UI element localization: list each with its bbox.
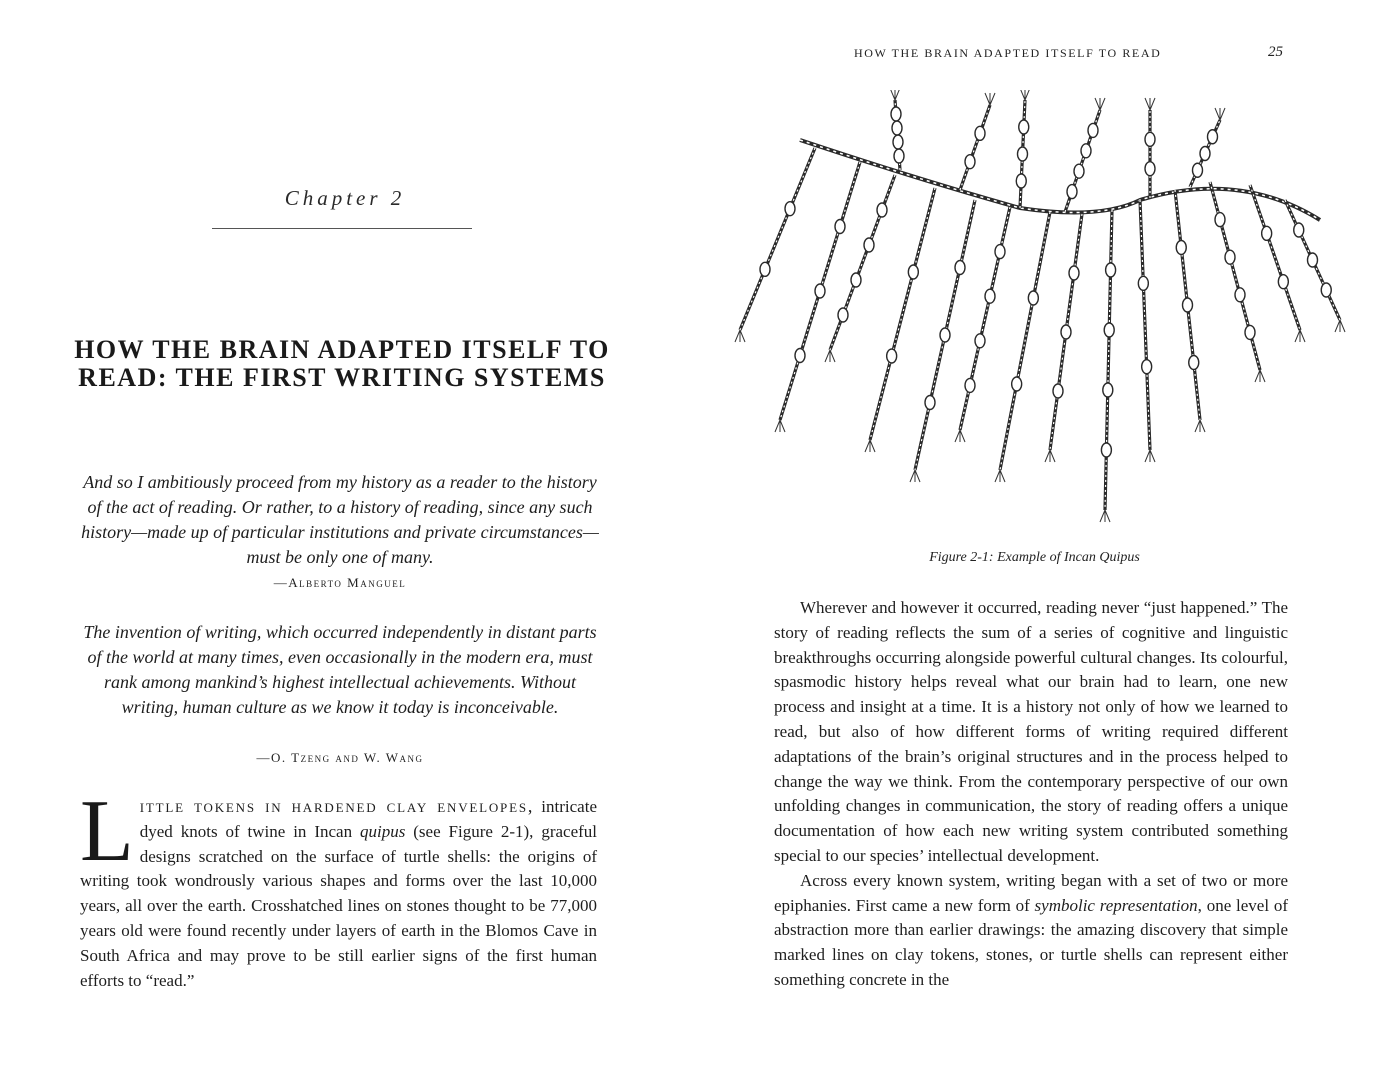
- opening-lead: ittle tokens in hardened clay envelopes,: [139, 796, 535, 816]
- knot: [785, 202, 795, 216]
- epigraph-attribution-manguel: [76, 575, 604, 591]
- epigraph-tzeng-wang: The invention of writing, which occurred independently in distant parts of the world at many times, even occasionally in the modern era, must rank among mankind’s highest intellectual achievements. Without writing, human culture as we know it today is inconceivable.: [83, 622, 597, 717]
- knot: [835, 220, 845, 234]
- paragraph-2: [774, 869, 1288, 993]
- knot: [1061, 325, 1071, 339]
- knot: [894, 149, 904, 163]
- epigraph-attribution-tzeng-wang: [76, 750, 604, 766]
- quipu-drawing: [720, 90, 1350, 540]
- paragraph-2-italic-term: symbolic representation: [1034, 895, 1198, 915]
- quipu-illustration: [720, 90, 1350, 540]
- paragraph-1: Wherever and however it occurred, reading never “just happened.” The story of reading reflects the sum of a series of cognitive and linguistic breakthroughs occurring alongside powerful cultural changes. Its colourful, spasmodic history helps reveal what our brain had to learn, one new process and insight at a time. It is a history not only of how we learned to read, but also of how different forms of writing required different adaptations of the brain’s original structures and in the process helped to change the way we think. From the contemporary perspective of our own unfolding changes in communication, the story of reading offers a unique documentation of how each new writing system contributed something special to our species’ intellectual development.: [774, 598, 1288, 865]
- pendant-cord: [1145, 98, 1155, 198]
- knot: [795, 349, 805, 363]
- knot: [1104, 323, 1114, 337]
- attribution-text: —O. Tzeng and W. Wang: [256, 750, 424, 765]
- running-head: HOW THE BRAIN ADAPTED ITSELF TO READ: [854, 46, 1162, 60]
- knot: [1215, 213, 1225, 227]
- knot: [965, 378, 975, 392]
- knot: [1067, 185, 1077, 199]
- pendant-cord: [1065, 98, 1105, 212]
- opening-text-part-1: intricate dyed knots of twine in Incan: [139, 797, 597, 841]
- knot: [1145, 132, 1155, 146]
- knot: [1138, 276, 1148, 290]
- pendant-cord: [1016, 90, 1030, 208]
- knot: [1278, 275, 1288, 289]
- knot: [892, 121, 902, 135]
- pendant-cord: [1100, 210, 1116, 522]
- knot: [975, 334, 985, 348]
- knot: [1081, 144, 1091, 158]
- knot: [1019, 120, 1029, 134]
- epigraph-manguel: And so I ambitiously proceed from my history as a reader to the history of the act of reading. Or rather, to a history of reading, since any such history—made up of particular institutions and private circumstances—must be only one of many.: [81, 472, 599, 567]
- knot: [1145, 162, 1155, 176]
- knot: [760, 262, 770, 276]
- knot: [1103, 383, 1113, 397]
- knot: [1208, 130, 1218, 144]
- knot: [940, 328, 950, 342]
- knot: [1321, 283, 1331, 297]
- opening-text-part-2: (see Figure 2-1), graceful designs scratched on the surface of turtle shells: the origins of writing took wondrously various shapes and forms over the last 10,000 years, all over the earth. Crosshatched lines on stones thought to be 77,000 years old were found recently under layers of earth in the Blomos Cave in South Africa and may prove to be still earlier signs of the first human efforts to “read.”: [80, 821, 597, 990]
- knot: [908, 265, 918, 279]
- pendant-cord: [1190, 108, 1225, 187]
- knot: [1193, 163, 1203, 177]
- knot: [851, 273, 861, 287]
- pendant-cord: [1138, 200, 1155, 462]
- knot: [1053, 384, 1063, 398]
- knot: [1142, 360, 1152, 374]
- knot: [1308, 253, 1318, 267]
- knot: [887, 349, 897, 363]
- figure-caption: Figure 2-1: Example of Incan Quipus: [929, 550, 1140, 565]
- knot: [1262, 226, 1272, 240]
- right-page: [690, 0, 1379, 1080]
- pendant-cord: [955, 207, 1010, 442]
- knot: [995, 245, 1005, 259]
- knot: [975, 126, 985, 140]
- knot: [1189, 356, 1199, 370]
- knot: [1200, 147, 1210, 161]
- attribution-text: —Alberto Manguel: [273, 575, 407, 590]
- knot: [1245, 325, 1255, 339]
- knot: [815, 284, 825, 298]
- knot: [955, 261, 965, 275]
- pendant-cord: [735, 148, 815, 342]
- drop-cap: L: [80, 783, 134, 880]
- knot: [1069, 266, 1079, 280]
- opening-italic-term: quipus: [360, 821, 406, 841]
- pendant-cord: [960, 93, 995, 190]
- knot: [1225, 250, 1235, 264]
- knot: [864, 238, 874, 252]
- chapter-divider: [212, 228, 472, 229]
- knot: [891, 107, 901, 121]
- pendant-cord: [1175, 190, 1205, 432]
- page-number: 25: [1268, 44, 1283, 60]
- knot: [893, 135, 903, 149]
- knot: [1016, 174, 1026, 188]
- pendant-cord: [890, 90, 904, 170]
- knot: [985, 289, 995, 303]
- knot: [1294, 223, 1304, 237]
- knot: [965, 155, 975, 169]
- knot: [1088, 123, 1098, 137]
- knot: [1101, 443, 1111, 457]
- pendant-cord: [825, 175, 895, 362]
- pendant-cord: [1210, 182, 1265, 382]
- knot: [1183, 298, 1193, 312]
- knot: [1074, 164, 1084, 178]
- chapter-title: HOW THE BRAIN ADAPTED ITSELF TO READ: THE FIRST WRITING SYSTEMS: [74, 335, 610, 392]
- knot: [1012, 377, 1022, 391]
- knot: [877, 203, 887, 217]
- knot: [1235, 288, 1245, 302]
- knot: [1176, 241, 1186, 255]
- knot: [1028, 291, 1038, 305]
- knot: [838, 308, 848, 322]
- paragraph-2-part-1: Across every known system, writing began with a set of two or more epiphanies. First came a new form of: [774, 870, 1288, 915]
- knot: [1106, 263, 1116, 277]
- knot: [925, 396, 935, 410]
- body-text: [774, 596, 1288, 993]
- paragraph-2-part-2: , one level of abstraction more than earlier drawings: the amazing discovery that simple marked lines on clay tokens, stones, or turtle shells can represent either something concrete in the: [774, 895, 1288, 989]
- chapter-label: Chapter 2: [284, 186, 406, 210]
- opening-paragraph: [80, 783, 597, 993]
- pendant-cord: [1045, 214, 1082, 462]
- knot: [1018, 147, 1028, 161]
